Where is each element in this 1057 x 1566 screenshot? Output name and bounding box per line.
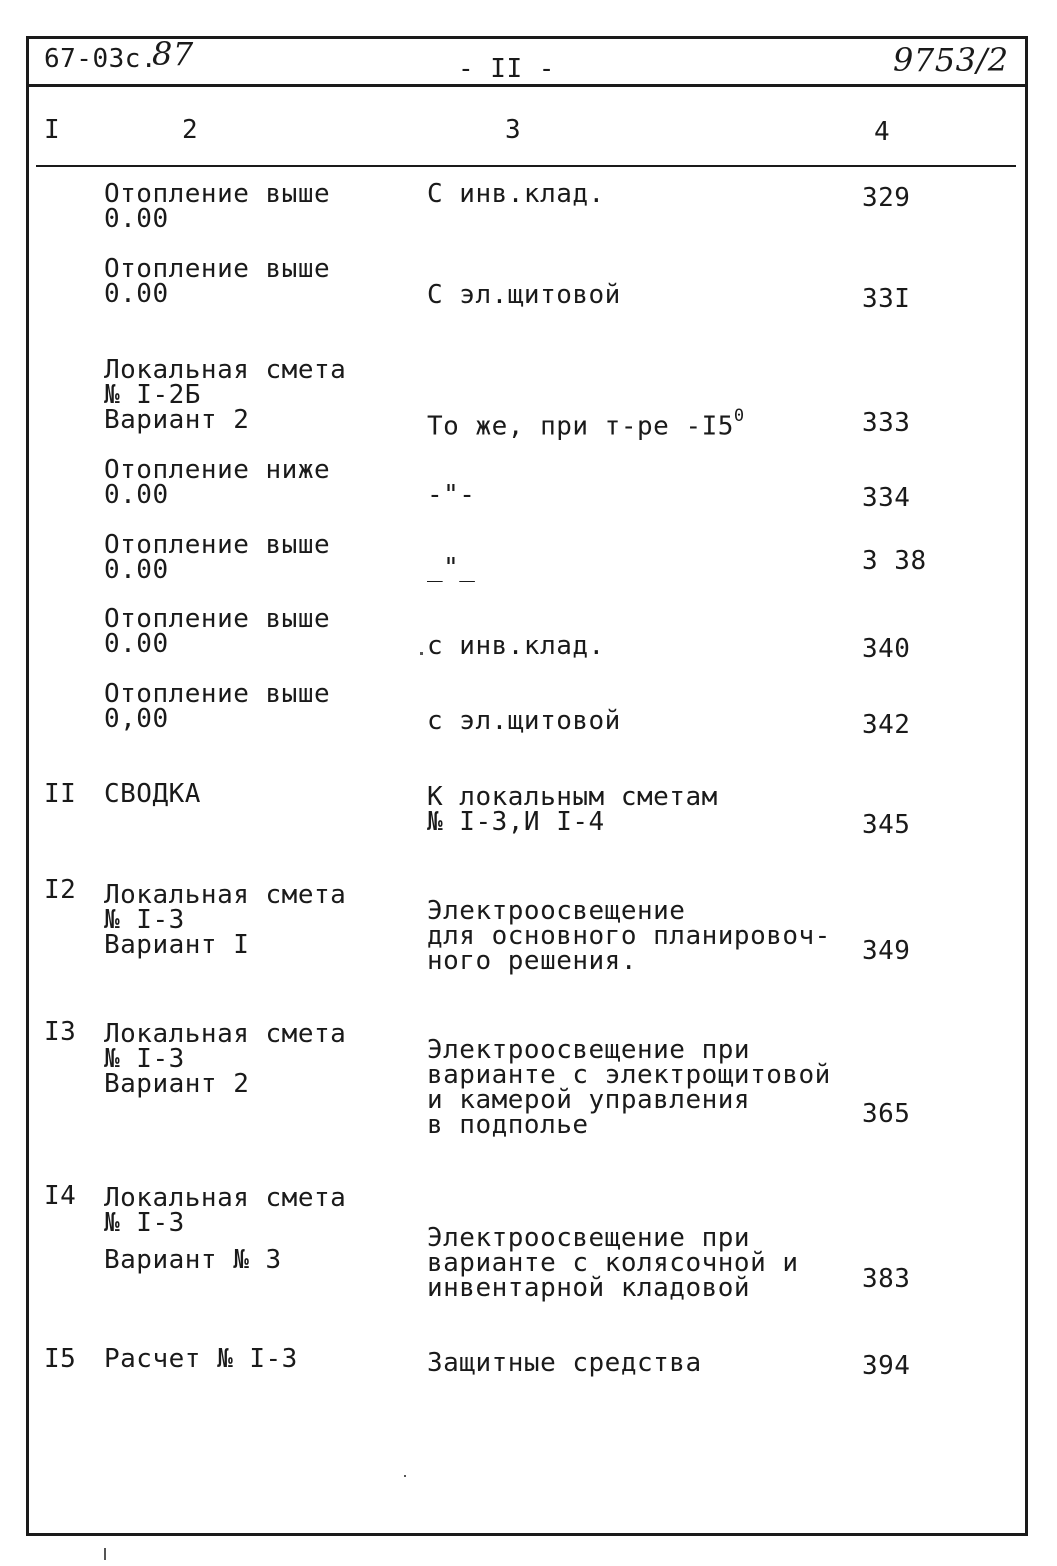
row-9-desc: Электроосвещение для основного планировоч- ного решения. (427, 896, 831, 976)
header-divider (26, 84, 1028, 87)
row-11-desc: Электроосвещение при варианте с колясочной и инвентарной кладовой (427, 1223, 799, 1303)
row-2-name: Отопление выше 0.00 (104, 254, 331, 309)
row-7-desc: с эл.щитовой (427, 706, 621, 736)
column-header-1: I (44, 115, 61, 145)
row-3-desc (427, 408, 745, 440)
row-9-page: 349 (862, 936, 911, 966)
row-10-page: 365 (862, 1099, 911, 1129)
row-10-name: Локальная смета № I-3 Вариант 2 (104, 1019, 347, 1099)
row-8-num: II (44, 779, 77, 809)
row-10-desc: Электроосвещение при варианте с электрощитовой и камерой управления в подполье (427, 1035, 831, 1140)
row-12-name: Расчет № I-3 (104, 1344, 298, 1374)
doc-number: 9753/2 (893, 41, 1009, 79)
row-8-page: 345 (862, 810, 911, 840)
row-8-desc: К локальным сметам № I-3,И I-4 (427, 782, 718, 837)
row-6-name: Отопление выше 0.00 (104, 604, 331, 659)
row-4-page: 334 (862, 483, 911, 513)
row-3-desc-text: То же, при т-ре -I5 (427, 411, 734, 442)
column-header-4: 4 (874, 117, 891, 147)
row-2-page: 33I (862, 284, 911, 314)
scan-speck (404, 1475, 406, 1477)
row-11-name-variant: Вариант № 3 (104, 1245, 282, 1275)
row-4-desc: -"- (427, 480, 476, 510)
row-2-desc: С эл.щитовой (427, 280, 621, 310)
row-5-page: 3 38 (862, 546, 927, 576)
row-11-page: 383 (862, 1264, 911, 1294)
doc-code-prefix: 67-03с. (44, 44, 158, 74)
row-11-name: Локальная смета № I-3 (104, 1183, 347, 1238)
doc-code-number: 87 (152, 35, 194, 73)
row-6-page: 340 (862, 634, 911, 664)
page-number: - II - (458, 54, 555, 84)
row-3-page: 333 (862, 408, 911, 438)
row-9-num: I2 (44, 875, 77, 905)
column-header-2: 2 (182, 115, 199, 145)
row-12-num: I5 (44, 1344, 77, 1374)
row-3-desc-degree: 0 (733, 406, 745, 426)
row-6-desc: с инв.клад. (427, 631, 605, 661)
row-3-name: Локальная смета № I-2Б Вариант 2 (104, 355, 347, 435)
row-4-name: Отопление ниже 0.00 (104, 455, 331, 510)
row-12-page: 394 (862, 1351, 911, 1381)
scan-speck (104, 1548, 106, 1560)
row-1-name: Отопление выше 0.00 (104, 179, 331, 234)
row-1-desc: С инв.клад. (427, 179, 605, 209)
row-5-desc: _"_ (427, 553, 476, 583)
row-10-num: I3 (44, 1017, 77, 1047)
column-header-3: 3 (505, 115, 522, 145)
scan-speck (420, 652, 423, 655)
row-7-page: 342 (862, 710, 911, 740)
row-8-name: СВОДКА (104, 779, 201, 809)
row-5-name: Отопление выше 0.00 (104, 530, 331, 585)
row-9-name: Локальная смета № I-3 Вариант I (104, 880, 347, 960)
column-header-divider (36, 165, 1016, 167)
row-11-num: I4 (44, 1181, 77, 1211)
row-12-desc: Защитные средства (427, 1348, 702, 1378)
row-1-page: 329 (862, 183, 911, 213)
row-7-name: Отопление выше 0,00 (104, 679, 331, 734)
